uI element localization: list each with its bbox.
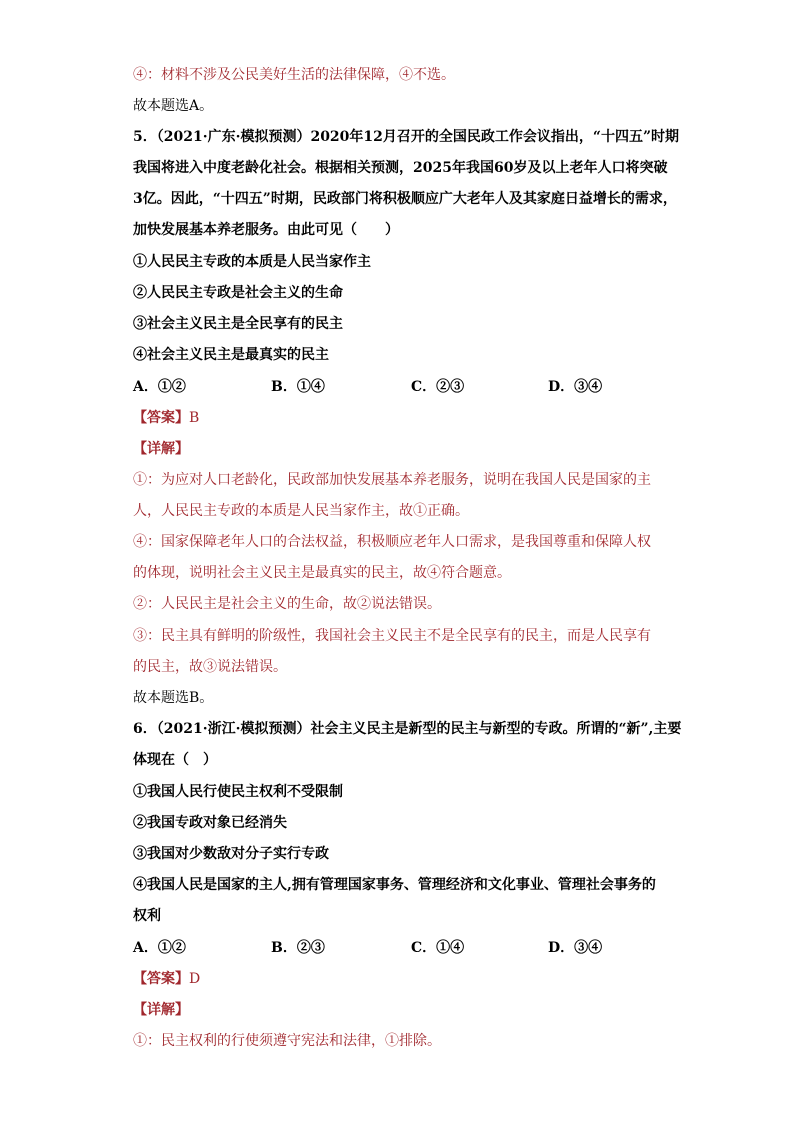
question-6-item: ④我国人民是国家的主人,拥有管理国家事务、管理经济和文化事业、管理社会事务的 — [133, 877, 656, 893]
explanation-line: ①：为应对人口老龄化，民政部加快发展基本养老服务，说明在我国人民是国家的主 — [133, 472, 651, 488]
explanation-line: ②：人民民主是社会主义的生命，故②说法错误。 — [133, 596, 441, 612]
question-5-stem: 3亿。因此，“十四五”时期，民政部门将积极顺应广大老年人及其家庭日益增长的需求， — [133, 191, 677, 207]
explanation-line: ④：国家保障老年人口的合法权益，积极顺应老年人口需求，是我国尊重和保障人权 — [133, 534, 651, 550]
explanation-line: 的民主，故③说法错误。 — [133, 659, 287, 675]
question-5-stem: 5．（2021·广东·模拟预测）2020年12月召开的全国民政工作会议指出，“十四五”时期 — [133, 129, 680, 145]
question-6-option-c: C．①④ — [411, 940, 465, 956]
question-6-option-d: D．③④ — [548, 940, 603, 956]
explanation-line: ④：材料不涉及公民美好生活的法律保障，④不选。 — [133, 67, 455, 83]
question-6-stem: 6．（2021·浙江·模拟预测）社会主义民主是新型的民主与新型的专政。所谓的“新”,主要 — [133, 721, 682, 737]
question-5-item: ②人民民主专政是社会主义的生命 — [133, 285, 343, 301]
answer-value: B — [189, 410, 200, 426]
detail-label: 【详解】 — [133, 441, 189, 457]
question-6-option-a: A．①② — [133, 940, 186, 956]
question-5-answer — [133, 409, 199, 427]
conclusion-line: 故本题选A。 — [133, 98, 214, 114]
answer-label: 【答案】 — [133, 971, 189, 987]
question-6-answer — [133, 970, 200, 988]
question-5-item: ①人民民主专政的本质是人民当家作主 — [133, 254, 371, 270]
question-5-item: ④社会主义民主是最真实的民主 — [133, 347, 329, 363]
explanation-line: ③：民主具有鲜明的阶级性，我国社会主义民主不是全民享有的民主，而是人民享有 — [133, 628, 651, 644]
detail-label: 【详解】 — [133, 1002, 189, 1018]
question-5-item: ③社会主义民主是全民享有的民主 — [133, 316, 343, 332]
answer-value: D — [189, 971, 201, 987]
question-5-option-b: B．①④ — [271, 379, 325, 395]
question-5-option-a: A．①② — [133, 379, 186, 395]
explanation-line: ①：民主权利的行使须遵守宪法和法律，①排除。 — [133, 1033, 441, 1049]
question-6-item: ①我国人民行使民主权利不受限制 — [133, 784, 343, 800]
conclusion-line: 故本题选B。 — [133, 690, 214, 706]
explanation-line: 人，人民民主专政的本质是人民当家作主，故①正确。 — [133, 503, 469, 519]
question-6-stem: 体现在（ ） — [133, 752, 217, 768]
question-5-option-d: D．③④ — [548, 379, 603, 395]
question-6-item: ②我国专政对象已经消失 — [133, 815, 287, 831]
question-6-option-b: B．②③ — [271, 940, 325, 956]
question-5-stem: 我国将进入中度老龄化社会。根据相关预测，2025年我国60岁及以上老年人口将突破 — [133, 160, 668, 176]
question-6-item: ③我国对少数敌对分子实行专政 — [133, 846, 329, 862]
question-6-item: 权利 — [133, 908, 161, 924]
explanation-line: 的体现，说明社会主义民主是最真实的民主，故④符合题意。 — [133, 565, 511, 581]
answer-label: 【答案】 — [133, 410, 189, 426]
question-5-option-c: C．②③ — [411, 379, 465, 395]
question-5-stem: 加快发展基本养老服务。由此可见（ ） — [133, 222, 399, 238]
